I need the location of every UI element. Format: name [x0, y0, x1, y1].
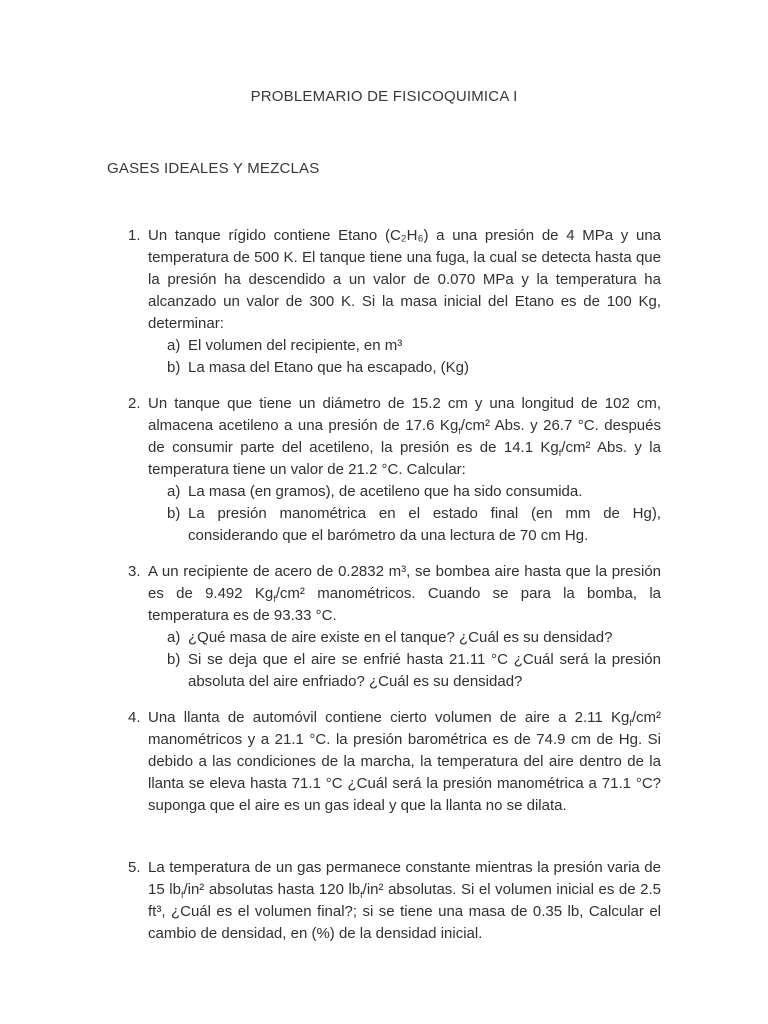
problem-5: [107, 857, 661, 945]
problem-1: [107, 225, 661, 379]
problem-4-body: [148, 707, 661, 817]
problem-5-text: La temperatura de un gas permanece constante mientras la presión varia de 15 $lb_f$/in² absolutas hasta 120 $lb_f$/in² absolutas. Si el volumen inicial es de 2.5 ft³, ¿Cuál es el volumen final?; si se tiene una masa de 0.35 lb, Calcular el cambio de densidad, en (%) de la densidad inicial.: [148, 859, 661, 942]
problem-5-body: [148, 857, 661, 945]
problem-2-subitem-b-label: b): [167, 505, 181, 522]
problem-1-subitem-a-text: El volumen del recipiente, en m³: [188, 337, 403, 354]
problem-1-number: 1.: [128, 227, 141, 244]
problem-2-number: 2.: [128, 395, 141, 412]
problem-1-text: Un tanque rígido contiene Etano (C₂H₆) a una presión de 4 MPa y una temperatura de 500 K. El tanque tiene una fuga, la cual se detecta hasta que la presión ha descendido a un valor de 0.070 MPa y la temperatura ha alcanzado un valor de 300 K. Si la masa inicial del Etano es de 100 Kg, determinar:: [148, 227, 661, 332]
problem-2-subitem-a-label: a): [167, 483, 181, 500]
problem-5-number: 5.: [128, 859, 141, 876]
problem-1-subitem-b: [148, 357, 661, 379]
problem-3-subitem-b-label: b): [167, 651, 181, 668]
problem-3-subitem-a-text: ¿Qué masa de aire existe en el tanque? ¿Cuál es su densidad?: [188, 629, 613, 646]
problem-2-text: Un tanque que tiene un diámetro de 15.2 cm y una longitud de 102 cm, almacena acetileno a una presión de 17.6 $Kg_f$/cm² Abs. y 26.7 °C. después de consumir parte del acetileno, la presión es de 14.1 $Kg_f$/cm² Abs. y la temperatura tiene un valor de 21.2 °C. Calcular:: [148, 395, 661, 478]
problem-1-subitem-a-label: a): [167, 337, 181, 354]
problem-4: [107, 707, 661, 817]
problem-1-subitem-b-label: b): [167, 359, 181, 376]
problem-3-subitem-b-text: Si se deja que el aire se enfrié hasta 21.11 °C ¿Cuál será la presión absoluta del aire enfriado? ¿Cuál es su densidad?: [188, 651, 661, 690]
problem-list: [107, 225, 661, 945]
problem-1-subitem-a: [148, 335, 661, 357]
problem-3-subitem-a-label: a): [167, 629, 181, 646]
problem-1-body: [148, 225, 661, 379]
problem-2: [107, 393, 661, 547]
problem-1-subitem-b-text: La masa del Etano que ha escapado, (Kg): [188, 359, 470, 376]
problem-3-subitem-a: [148, 627, 661, 649]
problem-2-subitem-a-text: La masa (en gramos), de acetileno que ha sido consumida.: [188, 483, 583, 500]
page-title: PROBLEMARIO DE FISICOQUIMICA I: [250, 88, 518, 105]
problem-4-text: Una llanta de automóvil contiene cierto volumen de aire a 2.11 $Kg_f$/cm² manométricos y a 21.1 °C. la presión barométrica es de 74.9 cm de Hg. Si debido a las condiciones de la marcha, la temperatura del aire dentro de la llanta se eleva hasta 71.1 °C ¿Cuál será la presión manométrica a 71.1 °C? suponga que el aire es un gas ideal y que la llanta no se dilata.: [148, 709, 661, 814]
problem-4-number: 4.: [128, 709, 141, 726]
problem-3-subitem-b: [148, 649, 661, 693]
problem-2-subitem-a: [148, 481, 661, 503]
problem-3: [107, 561, 661, 693]
problem-3-number: 3.: [128, 563, 141, 580]
section-heading: GASES IDEALES Y MEZCLAS: [107, 160, 320, 177]
problem-2-body: [148, 393, 661, 547]
problem-2-subitem-b-text: La presión manométrica en el estado final (en mm de Hg), considerando que el barómetro da una lectura de 70 cm Hg.: [188, 505, 661, 544]
problem-2-subitem-b: [148, 503, 661, 547]
problem-3-body: [148, 561, 661, 693]
problem-3-text: A un recipiente de acero de 0.2832 m³, se bombea aire hasta que la presión es de 9.492 $Kg_f$/cm² manométricos. Cuando se para la bomba, la temperatura es de 93.33 °C.: [148, 563, 662, 624]
